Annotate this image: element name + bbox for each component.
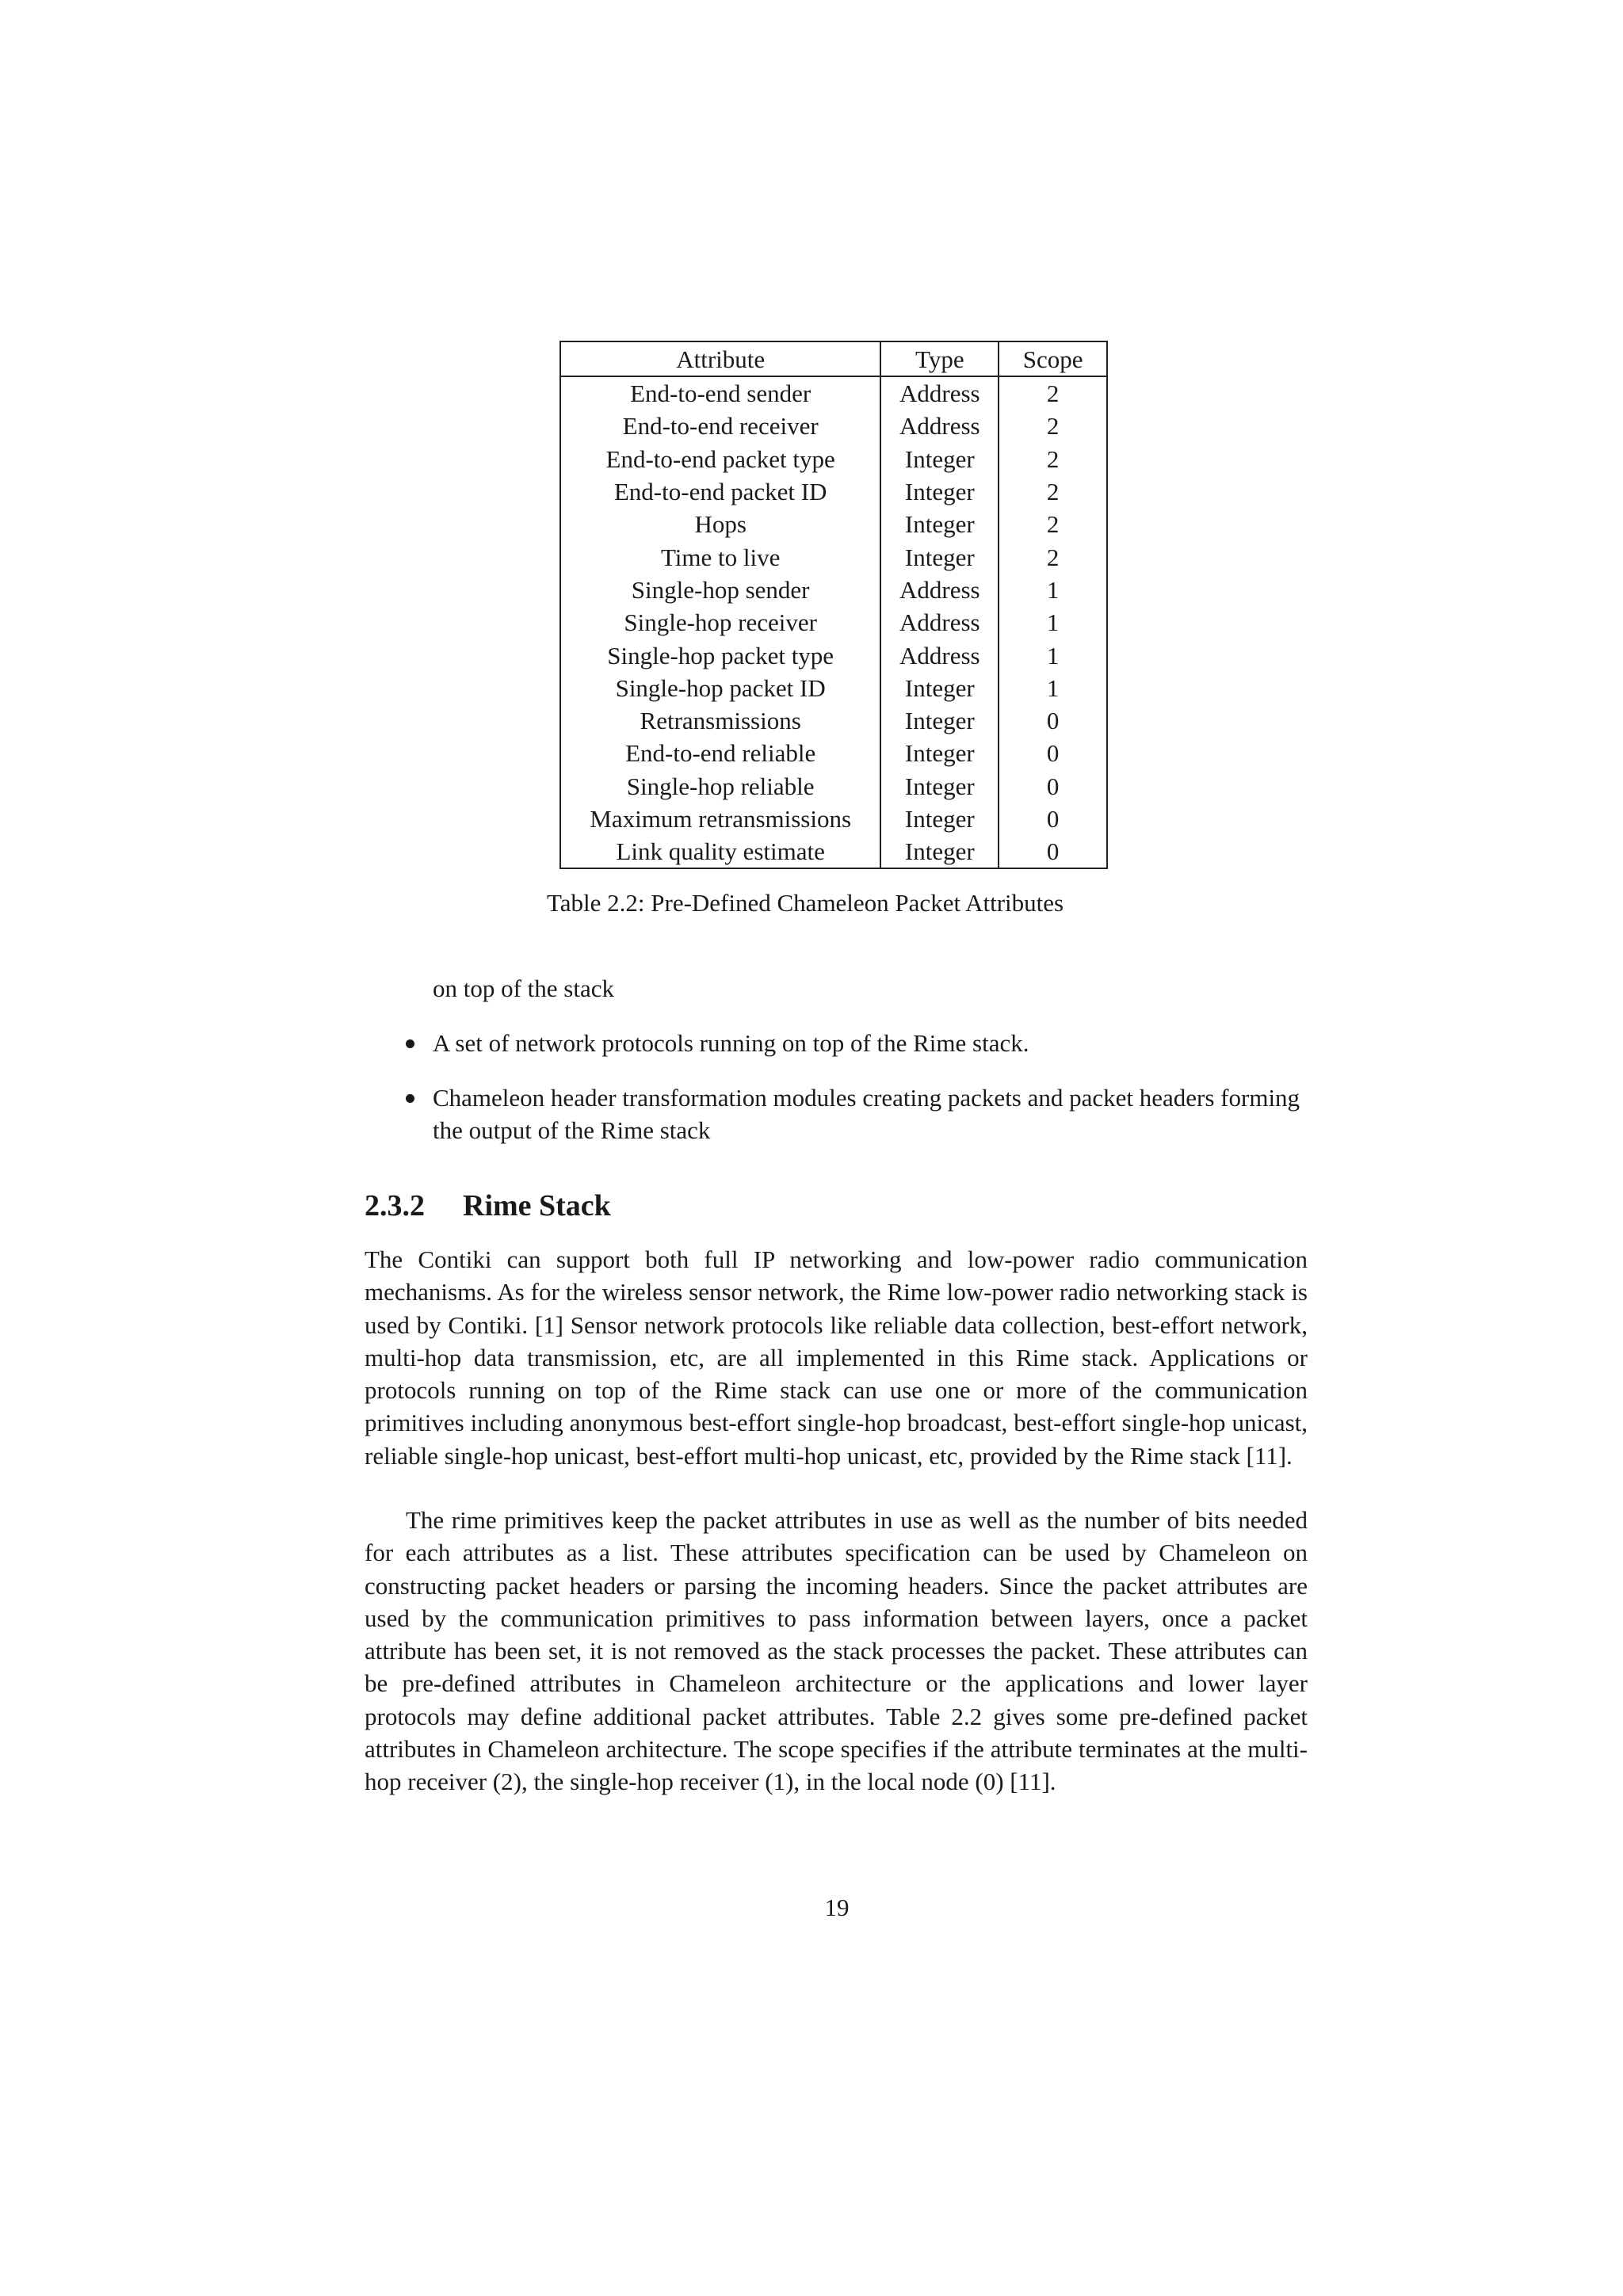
section-title: Rime Stack bbox=[463, 1189, 611, 1222]
cell-attribute: End-to-end receiver bbox=[560, 410, 880, 442]
table-row bbox=[560, 475, 1107, 508]
cell-scope: 1 bbox=[999, 606, 1107, 639]
table-row bbox=[560, 672, 1107, 704]
cell-attribute: Link quality estimate bbox=[560, 835, 880, 868]
table-row bbox=[560, 443, 1107, 475]
cell-attribute: Retransmissions bbox=[560, 704, 880, 737]
cell-scope: 1 bbox=[999, 574, 1107, 606]
cell-scope: 0 bbox=[999, 835, 1107, 868]
table-row bbox=[560, 770, 1107, 803]
page-number: 19 bbox=[824, 1894, 850, 1921]
cell-attribute: Time to live bbox=[560, 540, 880, 573]
table-row bbox=[560, 508, 1107, 540]
cell-scope: 2 bbox=[999, 376, 1107, 410]
cell-scope: 0 bbox=[999, 737, 1107, 769]
cell-type: Integer bbox=[880, 704, 999, 737]
table-row bbox=[560, 803, 1107, 835]
cell-attribute: Maximum retransmissions bbox=[560, 803, 880, 835]
bullet-icon bbox=[406, 1039, 414, 1048]
cell-type: Integer bbox=[880, 737, 999, 769]
cell-type: Integer bbox=[880, 443, 999, 475]
section-heading bbox=[365, 1188, 611, 1223]
table-row bbox=[560, 737, 1107, 769]
cell-type: Integer bbox=[880, 475, 999, 508]
cell-scope: 2 bbox=[999, 410, 1107, 442]
cell-type: Integer bbox=[880, 835, 999, 868]
cell-type: Address bbox=[880, 574, 999, 606]
cell-type: Integer bbox=[880, 770, 999, 803]
cell-scope: 2 bbox=[999, 475, 1107, 508]
cell-type: Integer bbox=[880, 508, 999, 540]
table-row bbox=[560, 606, 1107, 639]
cell-attribute: Single-hop packet ID bbox=[560, 672, 880, 704]
cell-scope: 2 bbox=[999, 508, 1107, 540]
table-row bbox=[560, 574, 1107, 606]
cell-attribute: End-to-end packet ID bbox=[560, 475, 880, 508]
table-row bbox=[560, 540, 1107, 573]
cell-scope: 0 bbox=[999, 770, 1107, 803]
list-item-text: A set of network protocols running on top of the Rime stack. bbox=[433, 1029, 1029, 1057]
cell-attribute: Single-hop sender bbox=[560, 574, 880, 606]
cell-type: Integer bbox=[880, 803, 999, 835]
cell-scope: 1 bbox=[999, 672, 1107, 704]
list-item-text: Chameleon header transformation modules creating packets and packet headers forming the output of the Rime stack bbox=[433, 1084, 1300, 1144]
cell-scope: 2 bbox=[999, 540, 1107, 573]
body-paragraph: The rime primitives keep the packet attributes in use as well as the number of bits needed for each attributes as a list. These attributes specification can be used by Chameleon on constructing packet headers or parsing the incoming headers. Since the packet attributes are used by the communication primitives to pass information between layers, once a packet attribute has been set, it is not removed as the stack processes the packet. These attributes can be pre-defined attributes in Chameleon architecture or the applications and lower layer protocols may define additional packet attributes. Table 2.2 gives some pre-defined packet attributes in Chameleon architecture. The scope specifies if the attribute terminates at the multi-hop receiver (2), the single-hop receiver (1), in the local node (0) [11]. bbox=[365, 1506, 1308, 1796]
cell-attribute: End-to-end packet type bbox=[560, 443, 880, 475]
cell-attribute: Single-hop packet type bbox=[560, 639, 880, 671]
table-row bbox=[560, 639, 1107, 671]
cell-attribute: End-to-end sender bbox=[560, 376, 880, 410]
header-type: Type bbox=[880, 341, 999, 376]
list-continuation-text: on top of the stack bbox=[433, 974, 615, 1002]
table-row bbox=[560, 835, 1107, 868]
table-caption: Table 2.2: Pre-Defined Chameleon Packet Attributes bbox=[547, 889, 1064, 917]
table-row bbox=[560, 704, 1107, 737]
cell-type: Address bbox=[880, 639, 999, 671]
header-scope: Scope bbox=[999, 341, 1107, 376]
cell-scope: 1 bbox=[999, 639, 1107, 671]
cell-scope: 2 bbox=[999, 443, 1107, 475]
cell-type: Address bbox=[880, 606, 999, 639]
cell-attribute: Hops bbox=[560, 508, 880, 540]
cell-attribute: Single-hop receiver bbox=[560, 606, 880, 639]
cell-type: Address bbox=[880, 410, 999, 442]
bullet-icon bbox=[406, 1094, 414, 1103]
table-row bbox=[560, 376, 1107, 410]
list-item bbox=[433, 1081, 1309, 1146]
cell-type: Integer bbox=[880, 672, 999, 704]
section-number: 2.3.2 bbox=[365, 1189, 425, 1222]
cell-type: Address bbox=[880, 376, 999, 410]
cell-scope: 0 bbox=[999, 704, 1107, 737]
body-paragraph: The Contiki can support both full IP networking and low-power radio communication mechanisms. As for the wireless sensor network, the Rime low-power radio networking stack is used by Contiki. [1] Sensor network protocols like reliable data collection, best-effort network, multi-hop data transmission, etc, are all implemented in this Rime stack. Applications or protocols running on top of the Rime stack can use one or more of the communication primitives including anonymous best-effort single-hop broadcast, best-effort single-hop unicast, reliable single-hop unicast, best-effort multi-hop unicast, etc, provided by the Rime stack [11]. bbox=[365, 1245, 1308, 1470]
cell-attribute: Single-hop reliable bbox=[560, 770, 880, 803]
cell-scope: 0 bbox=[999, 803, 1107, 835]
bullet-list bbox=[433, 1027, 1309, 1169]
list-item bbox=[433, 1027, 1309, 1059]
table-row bbox=[560, 410, 1107, 442]
packet-attributes-table bbox=[559, 341, 1108, 869]
cell-type: Integer bbox=[880, 540, 999, 573]
header-attribute: Attribute bbox=[560, 341, 880, 376]
cell-attribute: End-to-end reliable bbox=[560, 737, 880, 769]
table-header-row bbox=[560, 341, 1107, 376]
